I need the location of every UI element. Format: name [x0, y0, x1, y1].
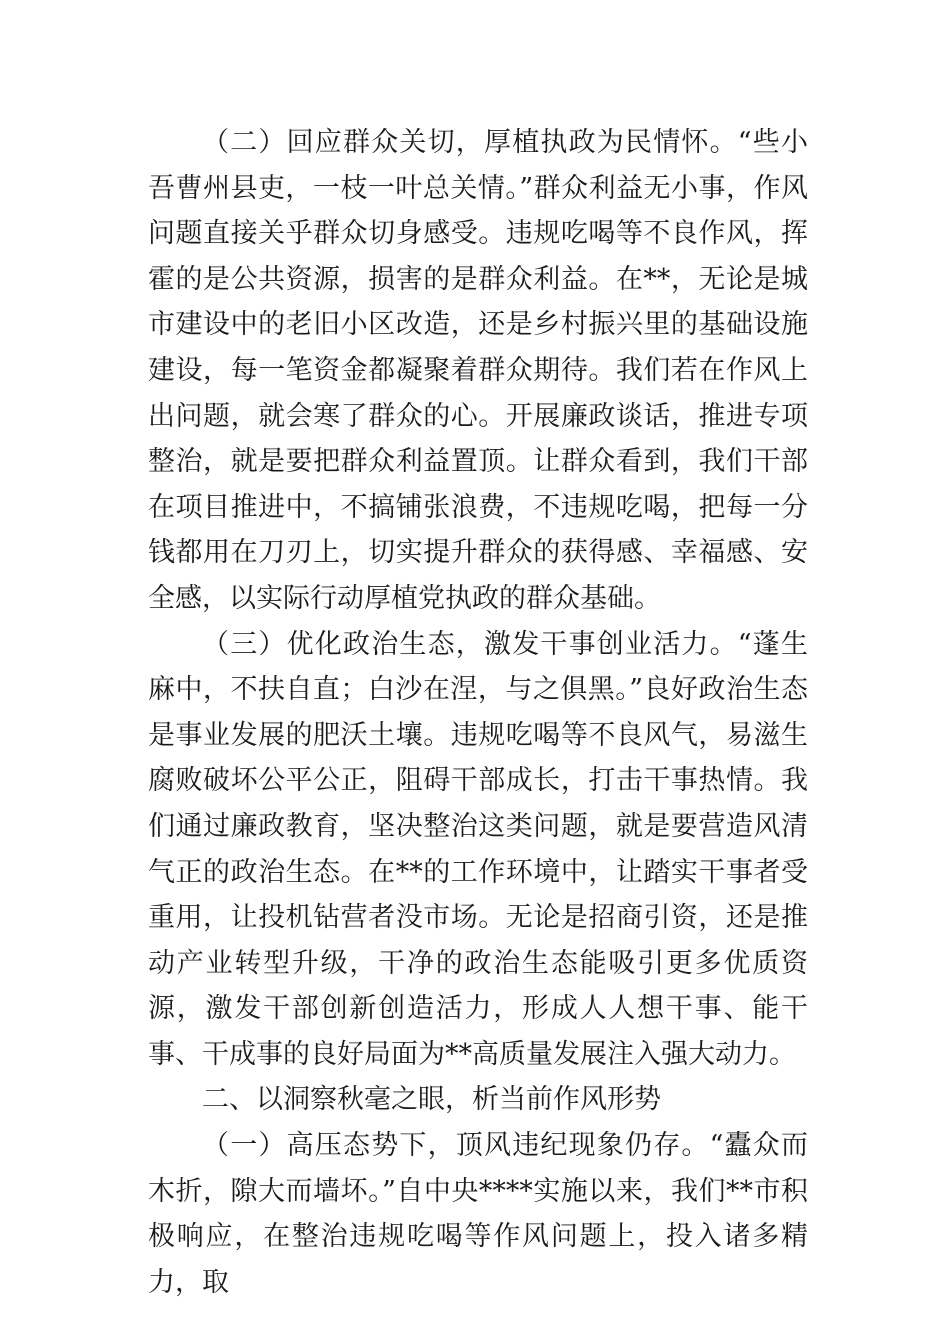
section-heading-two: 二、以洞察秋毫之眼，析当前作风形势 — [202, 1084, 661, 1116]
paragraph-opinion-concern: （二）回应群众关切，厚植执政为民情怀。“些小吾曹州县吏，一枝一叶总关情。”群众利益无小事，作风问题直接关乎群众切身感受。违规吃喝等不良作风，挥霍的是公共资源，损害的是群众利益。在**，无论是城市建设中的老旧小区改造，还是乡村振兴里的基础设施建设，每一笔资金都凝聚着群众期待。我们若在作风上出问题，就会寒了群众的心。开展廉政谈话，推进专项整治，就是要把群众利益置顶。让群众看到，我们干部在项目推进中，不搞铺张浪费，不违规吃喝，把每一分钱都用在刀刃上，切实提升群众的获得感、幸福感、安全感，以实际行动厚植党执政的群众基础。 — [148, 127, 808, 614]
paragraph-political-ecology: （三）优化政治生态，激发干事创业活力。“蓬生麻中，不扶自直；白沙在涅，与之俱黑。”良好政治生态是事业发展的肥沃土壤。违规吃喝等不良风气，易滋生腐败破坏公平公正，阻碍干部成长，打击干事热情。我们通过廉政教育，坚决整治这类问题，就是要营造风清气正的政治生态。在**的工作环境中，让踏实干事者受重用，让投机钻营者没市场。无论是招商引资，还是推动产业转型升级，干净的政治生态能吸引更多优质资源，激发干部创新创造活力，形成人人想干事、能干事、干成事的良好局面为**高质量发展注入强大动力。 — [148, 628, 808, 1070]
paragraph-high-pressure: （一）高压态势下，顶风违纪现象仍存。“蠹众而木折，隙大而墙坏。”自中央****实施以来，我们**市积极响应，在整治违规吃喝等作风问题上，投入诸多精力，取 — [148, 1130, 808, 1298]
document-body — [148, 120, 808, 1305]
